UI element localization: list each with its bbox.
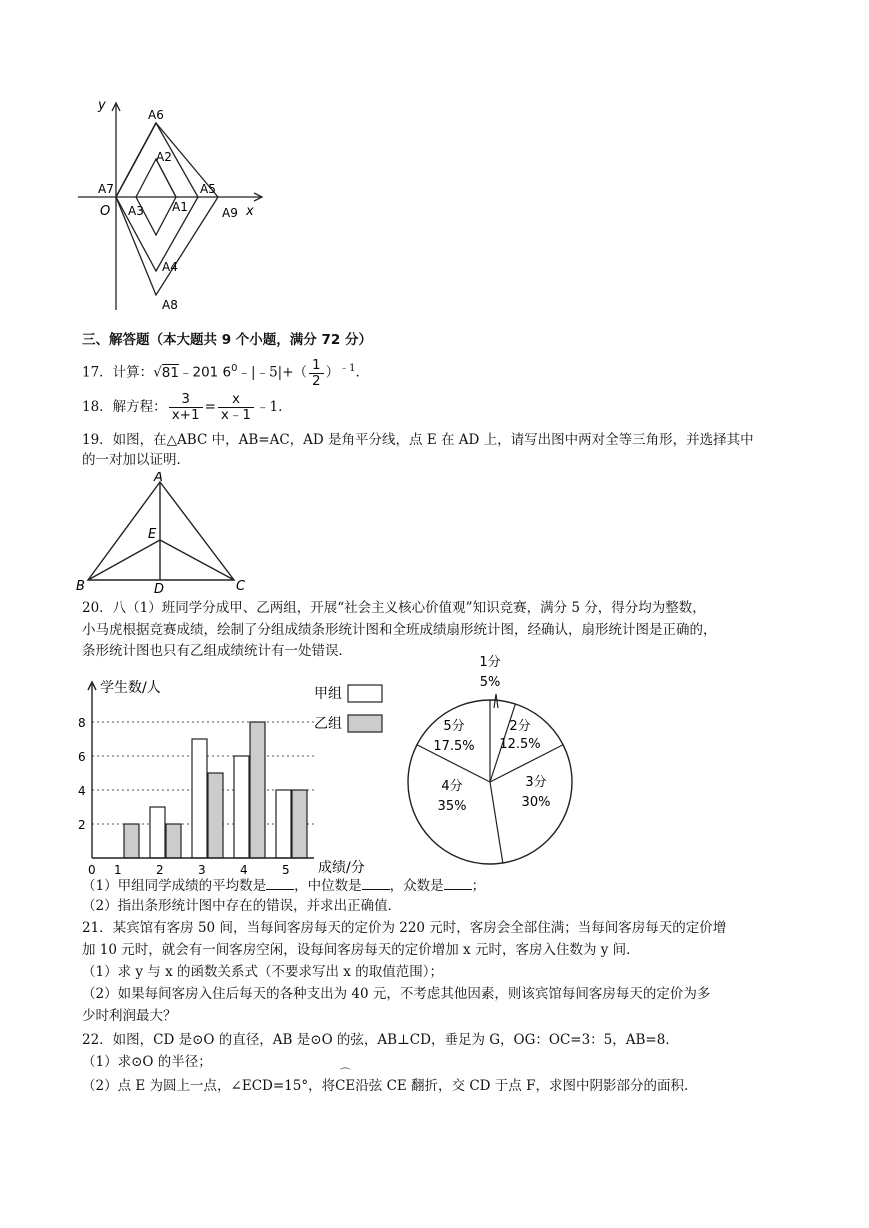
y-axis-label: y (98, 98, 106, 113)
arc-symbol: ⌒ (339, 1067, 351, 1080)
x-tick-label: 2 (156, 863, 164, 876)
q20-sub1-a: （1）甲组同学成绩的平均数是 (82, 878, 267, 894)
point-label: A2 (156, 150, 172, 164)
question-21-line2: 加 10 元时，就会有一间客房空闲，设每间客房每天的定价增加 x 元时，客房入住数为 y 间． (82, 942, 640, 958)
q18-fraction-1 (169, 392, 203, 423)
pie-slice-label: 2分 (509, 719, 531, 734)
point-label: A3 (128, 204, 144, 218)
x-tick-label: 4 (240, 863, 248, 876)
q20-sub1-c: ，众数是 (389, 878, 444, 894)
question-22-line1: 22．如图，CD 是⊙O 的直径，AB 是⊙O 的弦，AB⊥CD，垂足为 G，OG：OC=3：5，AB=8． (82, 1032, 679, 1048)
label-a: A (154, 472, 163, 485)
arc-ce (335, 1067, 356, 1096)
question-20-sub1 (82, 876, 485, 896)
q19-triangle-figure (74, 472, 254, 594)
q17-fraction (309, 358, 324, 389)
pie-chart (400, 650, 580, 875)
q17-exp-neg1: ﹣1 (339, 363, 356, 374)
bar-jia-4 (234, 756, 249, 858)
legend-series-1-label: 甲组 (314, 686, 342, 702)
q17-exp0: 0 (231, 363, 238, 374)
q17-frac-den: 2 (312, 372, 321, 389)
q17-mid: ﹣201 6 (178, 364, 232, 381)
q18-end: ﹣1. (255, 399, 283, 415)
sqrt-arg: 81 (161, 364, 179, 381)
q18-prefix: 18．解方程： (82, 399, 167, 415)
pie-slice-label: 3分 (525, 775, 547, 790)
question-18 (82, 390, 282, 424)
bar-yi-1 (124, 824, 139, 858)
question-20-line3: 条形统计图也只有乙组成绩统计有一处错误． (82, 643, 352, 659)
q17-end: . (355, 364, 360, 381)
pie-slice-label: 4分 (441, 779, 463, 794)
label-b: B (76, 579, 85, 594)
q18-f1-den: x+1 (171, 407, 200, 423)
question-21-line3: （1）求 y 与 x 的函数关系式（不要求写出 x 的取值范围）； (82, 964, 443, 980)
arc-ce-label: CE (335, 1078, 356, 1094)
pie-slice-label: 1分 (479, 655, 501, 670)
bar-yi-5 (292, 790, 307, 858)
question-20-sub2: （2）指出条形统计图中存在的错误，并求出正确值． (82, 898, 402, 914)
q17-suffix: ） (325, 364, 340, 381)
pie-slice-percent: 30% (521, 795, 551, 810)
q22-line3a: （2）点 E 为圆上一点，∠ECD=15°，将 (82, 1078, 336, 1094)
x-tick-label: 1 (114, 863, 122, 876)
q17-prefix: 17．计算： (82, 364, 154, 381)
segment-be (88, 540, 160, 580)
median-blank[interactable] (362, 877, 390, 890)
point-label: A8 (162, 298, 178, 312)
point-label: A7 (98, 182, 114, 196)
bar-chart (78, 672, 388, 876)
question-22-line3 (82, 1067, 698, 1096)
triangle-abc (88, 482, 234, 580)
bar-jia-5 (276, 790, 291, 858)
label-d: D (154, 582, 165, 594)
q18-eq: = (204, 399, 216, 415)
bar-yi-4 (250, 722, 265, 858)
question-21-line5: 少时利润最大？ (82, 1008, 177, 1024)
pie-slice-percent: 12.5% (499, 737, 541, 752)
bar-yi-3 (208, 773, 223, 858)
x-tick-label: 5 (282, 863, 290, 876)
pie-slice-percent: 5% (479, 675, 501, 690)
bar-ylabel: 学生数/人 (100, 680, 161, 696)
question-20-line2: 小马虎根据竞赛成绩，绘制了分组成绩条形统计图和全班成绩扇形统计图，经确认，扇形统计图是正确的， (82, 622, 717, 638)
x-tick-label: 3 (198, 863, 206, 876)
q16-figure (70, 95, 270, 315)
mode-blank[interactable] (444, 877, 472, 890)
bar-xlabel: 成绩/分 (318, 860, 365, 876)
pie-slice-percent: 35% (437, 799, 467, 814)
legend-series-1-swatch (348, 685, 382, 702)
q18-f2-den: x﹣1 (220, 407, 251, 423)
q20-sub1-b: ，中位数是 (294, 878, 362, 894)
q18-fraction-2 (218, 392, 254, 423)
question-21-line4: （2）如果每间客房入住后每天的各种支出为 40 元，不考虑其他因素，则该宾馆每间客房每天的定价为多 (82, 986, 711, 1002)
q17-mid2: ﹣|﹣5|+（ (237, 364, 308, 381)
q20-sub1-d: ； (471, 878, 486, 894)
point-label: A1 (172, 200, 188, 214)
pie-slice-percent: 17.5% (433, 739, 475, 754)
y-tick-label: 2 (78, 818, 86, 832)
y-tick-label: 8 (78, 716, 86, 730)
y-tick-label: 6 (78, 750, 86, 764)
legend-series-2-swatch (348, 715, 382, 732)
point-label: A6 (148, 108, 164, 122)
question-19-line1: 19．如图，在△ABC 中，AB=AC，AD 是角平分线，点 E 在 AD 上，请写出图中两对全等三角形，并选择其中 (82, 432, 754, 448)
question-17 (82, 356, 360, 389)
mean-blank[interactable] (266, 877, 294, 890)
section-title: 三、解答题（本大题共 9 个小题，满分 72 分） (82, 332, 372, 348)
q17-frac-num: 1 (309, 358, 324, 374)
x-axis-label: x (246, 204, 254, 219)
sqrt-sign: √ (153, 364, 162, 381)
q18-f1-num: 3 (169, 392, 203, 408)
label-e: E (148, 527, 157, 542)
question-22-line2: （1）求⊙O 的半径； (82, 1054, 212, 1070)
point-label: A5 (200, 182, 216, 196)
bar-jia-2 (150, 807, 165, 858)
label-c: C (236, 579, 246, 594)
bar-jia-3 (192, 739, 207, 858)
y-tick-label: 4 (78, 784, 86, 798)
bar-yi-2 (166, 824, 181, 858)
point-label: A9 (222, 206, 238, 220)
q18-f2-num: x (218, 392, 254, 408)
question-19-line2: 的一对加以证明． (82, 452, 190, 468)
pie-slice-label: 5分 (443, 719, 465, 734)
segment-ce (160, 540, 234, 580)
question-20-line1: 20．八（1）班同学分成甲、乙两组，开展“社会主义核心价值观”知识竞赛，满分 5 分，得分均为整数， (82, 600, 706, 616)
q22-line3b: 沿弦 CE 翻折，交 CD 于点 F，求图中阴影部分的面积． (355, 1078, 698, 1094)
point-label: A4 (162, 260, 178, 274)
bar-origin-label: 0 (88, 863, 96, 876)
question-21-line1: 21．某宾馆有客房 50 间，当每间客房每天的定价为 220 元时，客房会全部住满；当每间客房每天的定价增 (82, 920, 727, 936)
origin-label: O (100, 204, 111, 219)
legend-series-2-label: 乙组 (314, 716, 342, 732)
